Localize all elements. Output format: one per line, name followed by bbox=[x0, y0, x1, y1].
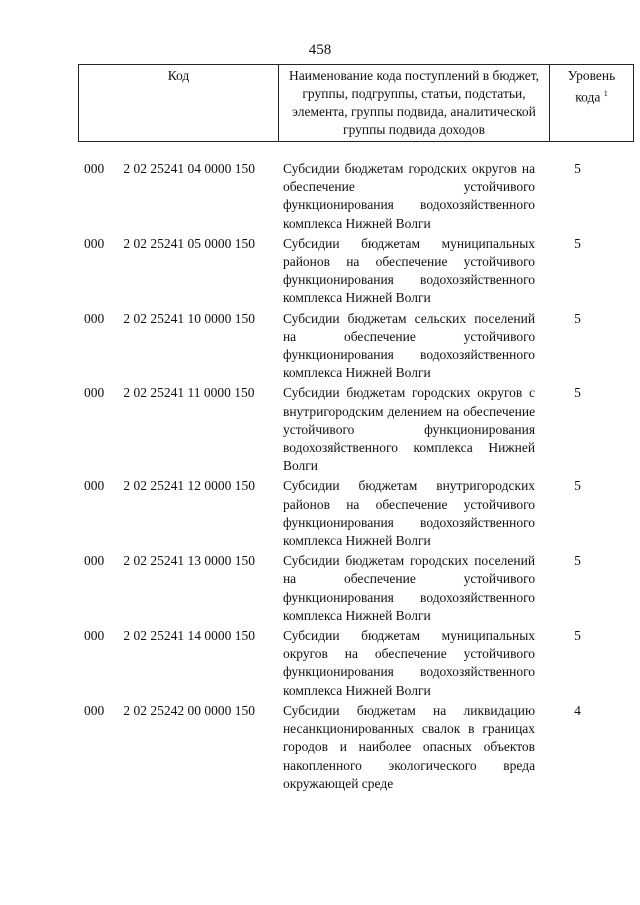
row-name: Субсидии бюджетам муниципальных округов на обеспечение устойчивого функционирования водохозяйственного комплекса Нижней Волги bbox=[282, 628, 536, 698]
table-row bbox=[78, 160, 612, 233]
row-level: 5 bbox=[574, 478, 581, 494]
row-code: 2 02 25241 10 0000 150 bbox=[123, 310, 256, 326]
table-row bbox=[78, 702, 612, 793]
header-level-footnote: 1 bbox=[603, 89, 608, 98]
row-level: 5 bbox=[574, 628, 581, 644]
row-code: 2 02 25241 13 0000 150 bbox=[123, 553, 256, 569]
row-code: 2 02 25241 14 0000 150 bbox=[123, 628, 256, 644]
row-level: 5 bbox=[574, 553, 581, 569]
row-code: 2 02 25241 12 0000 150 bbox=[123, 478, 256, 494]
table-row bbox=[78, 477, 612, 550]
row-prefix: 000 bbox=[84, 385, 105, 401]
row-prefix: 000 bbox=[84, 310, 105, 326]
row-name: Субсидии бюджетам муниципальных районов на обеспечение устойчивого функционирования водохозяйственного комплекса Нижней Волги bbox=[282, 235, 536, 306]
header-name: Наименование кода поступлений в бюджет, группы, подгруппы, статьи, подстатьи, элемента, группы подвида, аналитической группы подвида доходов bbox=[279, 65, 550, 142]
row-prefix: 000 bbox=[84, 235, 105, 251]
row-name: Субсидии бюджетам городских округов на обеспечение устойчивого функционирования водохозяйственного комплекса Нижней Волги bbox=[282, 161, 536, 231]
header-level-line1: Уровень bbox=[567, 68, 616, 83]
row-code: 2 02 25242 00 0000 150 bbox=[123, 702, 256, 718]
table-body bbox=[78, 160, 612, 795]
header-level-line2: кода bbox=[575, 89, 601, 105]
row-prefix: 000 bbox=[84, 702, 105, 718]
table-row bbox=[78, 235, 612, 308]
table-header bbox=[78, 64, 634, 142]
row-level: 5 bbox=[574, 310, 581, 326]
row-prefix: 000 bbox=[84, 553, 105, 569]
row-name: Субсидии бюджетам сельских поселений на обеспечение устойчивого функционирования водохозяйственного комплекса Нижней Волги bbox=[282, 310, 536, 381]
row-name: Субсидии бюджетам городских поселений на обеспечение устойчивого функционирования водохозяйственного комплекса Нижней Волги bbox=[282, 553, 536, 623]
row-name: Субсидии бюджетам на ликвидацию несанкционированных свалок в границах городов и наиболее опасных объектов накопленного экологического вреда окружающей среде bbox=[282, 702, 536, 791]
table-row bbox=[78, 552, 612, 625]
row-name: Субсидии бюджетам внутригородских районов на обеспечение устойчивого функционирования водохозяйственного комплекса Нижней Волги bbox=[282, 478, 536, 549]
row-prefix: 000 bbox=[84, 628, 105, 644]
row-code: 2 02 25241 11 0000 150 bbox=[123, 385, 255, 401]
header-code: Код bbox=[79, 65, 279, 142]
page-number: 458 bbox=[308, 42, 332, 58]
row-name: Субсидии бюджетам городских округов с внутригородским делением на обеспечение устойчивого функционирования водохозяйственного комплекса Нижней Волги bbox=[282, 385, 536, 474]
header-level bbox=[550, 65, 634, 142]
row-level: 5 bbox=[574, 161, 581, 176]
row-level: 5 bbox=[574, 235, 581, 251]
table-row bbox=[78, 384, 612, 475]
table-row bbox=[78, 310, 612, 383]
row-prefix: 000 bbox=[84, 478, 105, 494]
row-prefix: 000 bbox=[84, 161, 105, 176]
table-row bbox=[78, 627, 612, 700]
row-code: 2 02 25241 04 0000 150 bbox=[123, 161, 256, 176]
row-level: 5 bbox=[574, 385, 581, 401]
row-code: 2 02 25241 05 0000 150 bbox=[123, 235, 256, 251]
row-level: 4 bbox=[574, 702, 581, 718]
